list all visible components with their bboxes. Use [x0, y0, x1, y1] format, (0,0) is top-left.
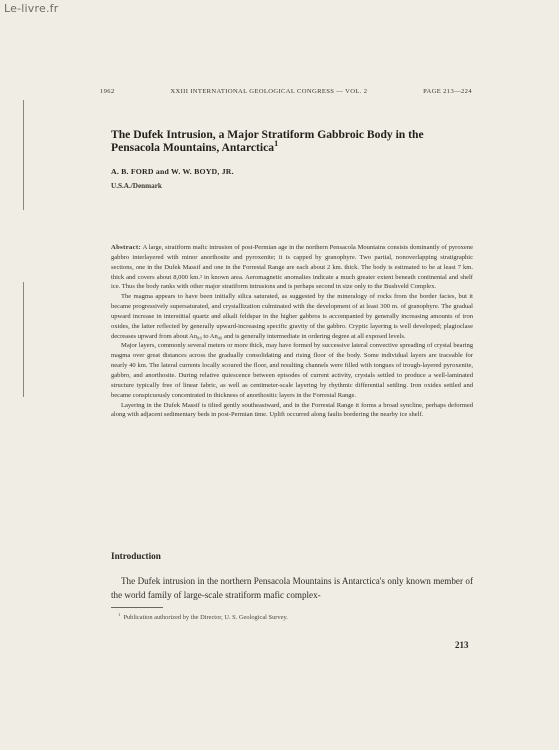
watermark: Le-livre.fr	[4, 2, 59, 15]
abstract-paragraph: The magma appears to have been initially silica saturated, as suggested by the mineralogy of rocks from the border facies, but it became progressively supersaturated, and crystallization culminated with the development of at least 300 m. of granophyre. The gradual upward increase in interstitial quartz and alkali feldspar in the higher gabbros is accompanied by generally increasing amounts of iron oxides, the latter reflected by generally upward-increasing specific gravity of the gabbro. Cryptic layering is well developed; plagioclase decreases upward from about An₈₀ to An₄₀ and is generally intermediate in ordering degree at all exposed levels.	[111, 293, 473, 340]
footnote-mark: 1	[118, 611, 121, 617]
running-header	[100, 88, 472, 95]
title-text: The Dufek Intrusion, a Major Stratiform Gabbroic Body in the Pensacola Mountains, Antarctica	[111, 128, 424, 154]
header-pages: PAGE 213—224	[423, 88, 472, 95]
header-congress: XXIII INTERNATIONAL GEOLOGICAL CONGRESS — VOL. 2	[170, 88, 368, 95]
abstract-paragraph	[111, 243, 473, 292]
introduction-paragraph: The Dufek intrusion in the northern Pensacola Mountains is Antarctica's only known member of the world family of large-scale stratiform mafic complex-	[111, 576, 473, 600]
paper-title	[111, 128, 471, 154]
abstract-paragraph-text: A large, stratiform mafic intrusion of post-Permian age in the northern Pensacola Mountains consists dominantly of pyroxene gabbro interlayered with minor anorthosite and pyroxenite; it is capped by granophyre. Two partial, nonoverlapping stratigraphic sections, one in the Dufek Massif and one in the Forrestal Range are each about 2 km. thick. The body is estimated to be at least 7 km. thick and covers about 8,000 km.² in known area. Aeromagnetic anomalies indicate a much greater extent beneath continental and shelf ice. Thus the body ranks with other major stratiform intrusions and is perhaps second in size only to the Bushveld Complex.	[111, 244, 473, 291]
affiliation: U.S.A./Denmark	[111, 182, 162, 190]
title-footnote-mark: 1	[274, 139, 279, 149]
page-number: 213	[455, 640, 469, 650]
introduction-body	[111, 575, 473, 603]
binding-mark-top	[23, 100, 24, 210]
abstract	[111, 243, 473, 420]
section-heading-introduction: Introduction	[111, 551, 161, 561]
binding-mark-bottom	[23, 282, 24, 397]
abstract-paragraph: Layering in the Dufek Massif is tilted gently southeastward, and in the Forrestal Range it forms a broad syncline, perhaps deformed along with adjacent sedimentary beds in post-Permian time. Uplift occurred along faults bordering the nearby ice shelf.	[111, 401, 473, 419]
footnote-text: Publication authorized by the Director, U. S. Geological Survey.	[123, 614, 288, 621]
header-year: 1962	[100, 88, 115, 95]
footnote-rule	[111, 607, 163, 608]
footnote	[118, 611, 288, 621]
abstract-label: Abstract:	[111, 244, 142, 251]
abstract-paragraph: Major layers, commonly several meters or more thick, may have formed by successive lateral convective spreading of crystal bearing magma over great distances across the gradually consolidating and rising floor of the body. Some individual layers are traceable for nearly 40 km. The lateral currents locally scoured the floor, and resulting channels were filled with tongues of trough-layered pyroxenite, gabbro, and anorthosite. During relative quiescence between episodes of current activity, crystals settled to produce a well-laminated structure typically free of linear fabric, as well as centimeter-scale layering by rhythmic differential settling. Iron oxides settled and became conspicuously concentrated in thickness of anorthositic layers in the Forrestal Range.	[111, 342, 473, 399]
authors: A. B. FORD and W. W. BOYD, JR.	[111, 167, 234, 176]
